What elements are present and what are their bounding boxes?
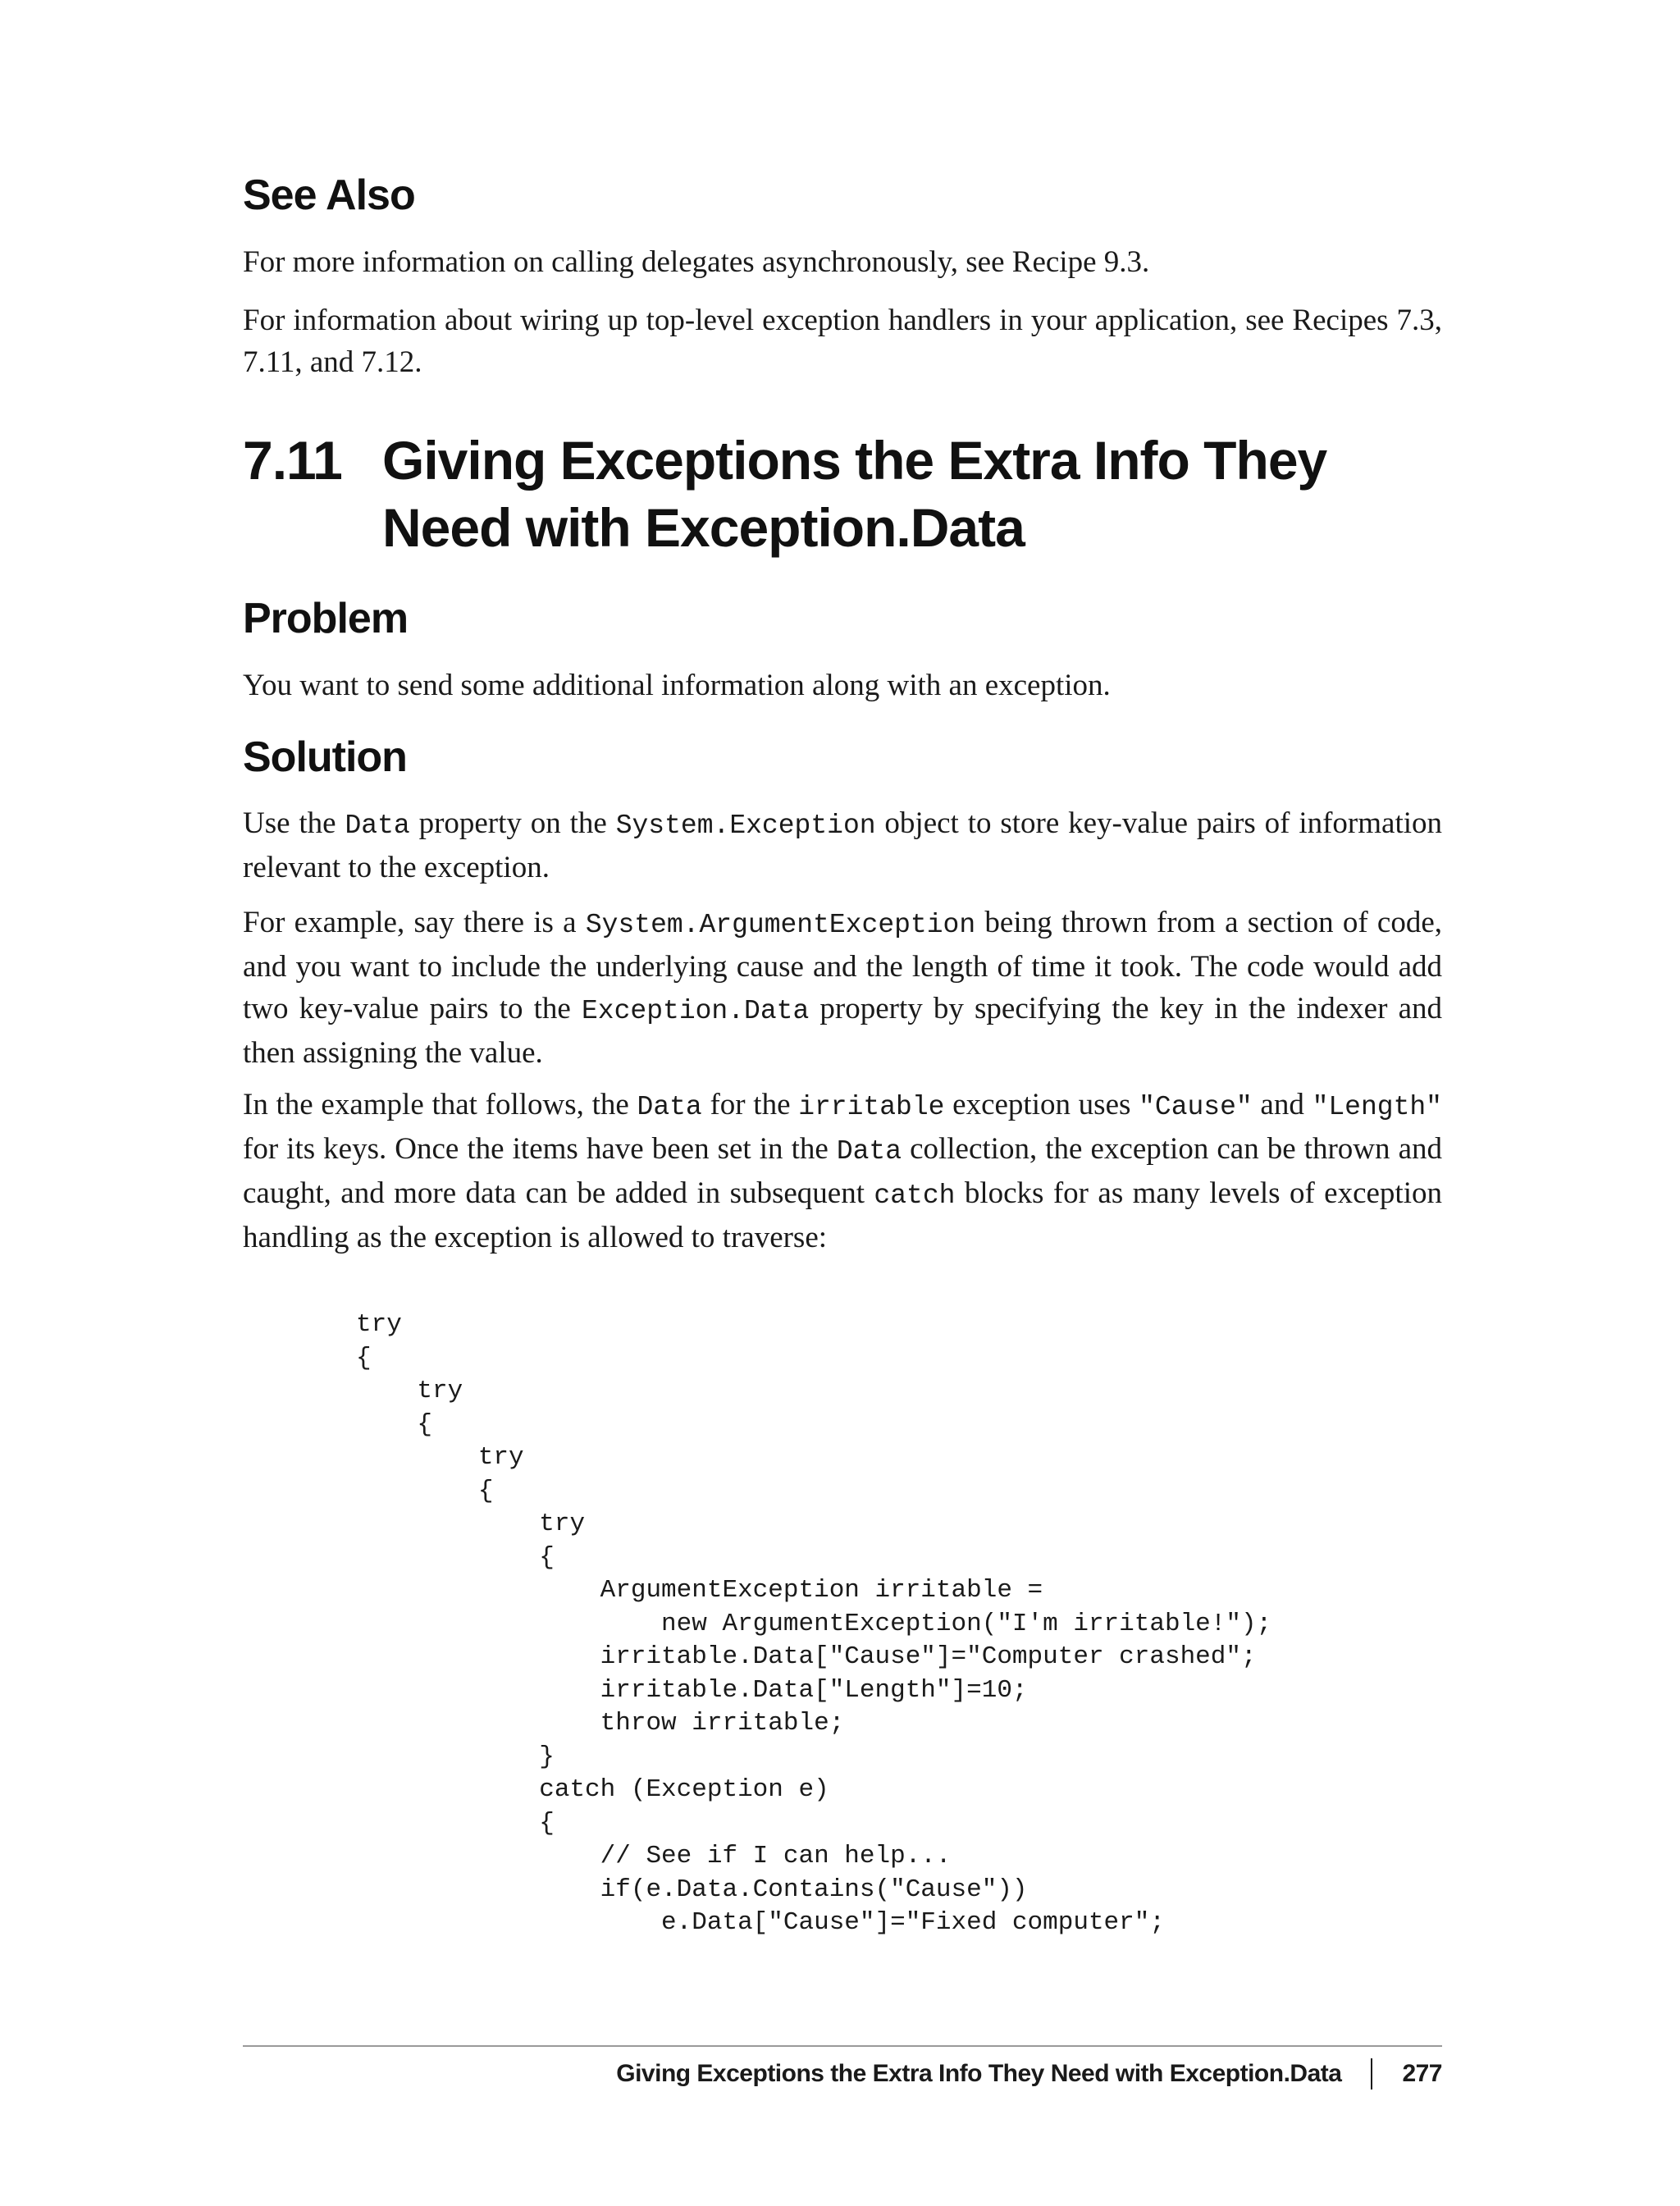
inline-code: Exception.Data: [582, 996, 810, 1026]
inline-code: System.ArgumentException: [585, 910, 976, 940]
inline-code: irritable: [798, 1092, 945, 1122]
solution-paragraph-2: For example, say there is a System.ArgumentException being thrown from a section of code, and you want to include the underlying cause and the length of time it took. The code would add two key-value pairs to the Exception.Data property by specifying the key in the indexer and then assigning the value.: [243, 906, 1442, 1070]
code-listing: try { try { try { try { ArgumentException irritable = new ArgumentException("I'm irritable!"); irritable.Data["Cause"]="Computer crashed"; irritable.Data["Length"]=10; throw irritable; } catch (Exception e) { // See if I can help... if(e.Data.Contains("Cause")) e.Data["Cause"]="Fixed computer";: [356, 1310, 1272, 1937]
inline-code: catch: [874, 1181, 956, 1211]
footer-rule: [243, 2045, 1442, 2047]
inline-code: Data: [345, 811, 410, 841]
inline-code: Data: [836, 1136, 902, 1167]
inline-code: "Length": [1312, 1092, 1442, 1122]
recipe-title: Giving Exceptions the Extra Info They Need with Exception.Data: [382, 430, 1327, 558]
inline-code: "Cause": [1139, 1092, 1253, 1122]
problem-heading: Problem: [243, 595, 409, 642]
footer-separator: [1371, 2058, 1372, 2090]
solution-paragraph-1: Use the Data property on the System.Exception object to store key-value pairs of information relevant to the exception.: [243, 806, 1443, 884]
inline-code: System.Exception: [615, 811, 876, 841]
solution-paragraph-3: In the example that follows, the Data for the irritable exception uses "Cause" and "Length" for its keys. Once the items have been set in the Data collection, the exception can be thrown and caught, and more data can be added in subsequent catch blocks for as many levels of exception handling as the exception is allowed to traverse:: [243, 1088, 1442, 1254]
see-also-paragraph-1: For more information on calling delegates asynchronously, see Recipe 9.3.: [243, 245, 1150, 279]
recipe-number: 7.11: [243, 430, 342, 491]
inline-code: Data: [637, 1092, 702, 1122]
running-title: Giving Exceptions the Extra Info They Need with Exception.Data: [616, 2060, 1342, 2087]
see-also-heading: See Also: [243, 171, 415, 219]
page-number: 277: [1402, 2060, 1442, 2087]
see-also-paragraph-2: For information about wiring up top-level exception handlers in your application, see Recipes 7.3, 7.11, and 7.12.: [243, 304, 1442, 379]
problem-text: You want to send some additional information along with an exception.: [243, 669, 1111, 702]
solution-heading: Solution: [243, 733, 407, 781]
page-footer: [616, 2058, 1442, 2090]
